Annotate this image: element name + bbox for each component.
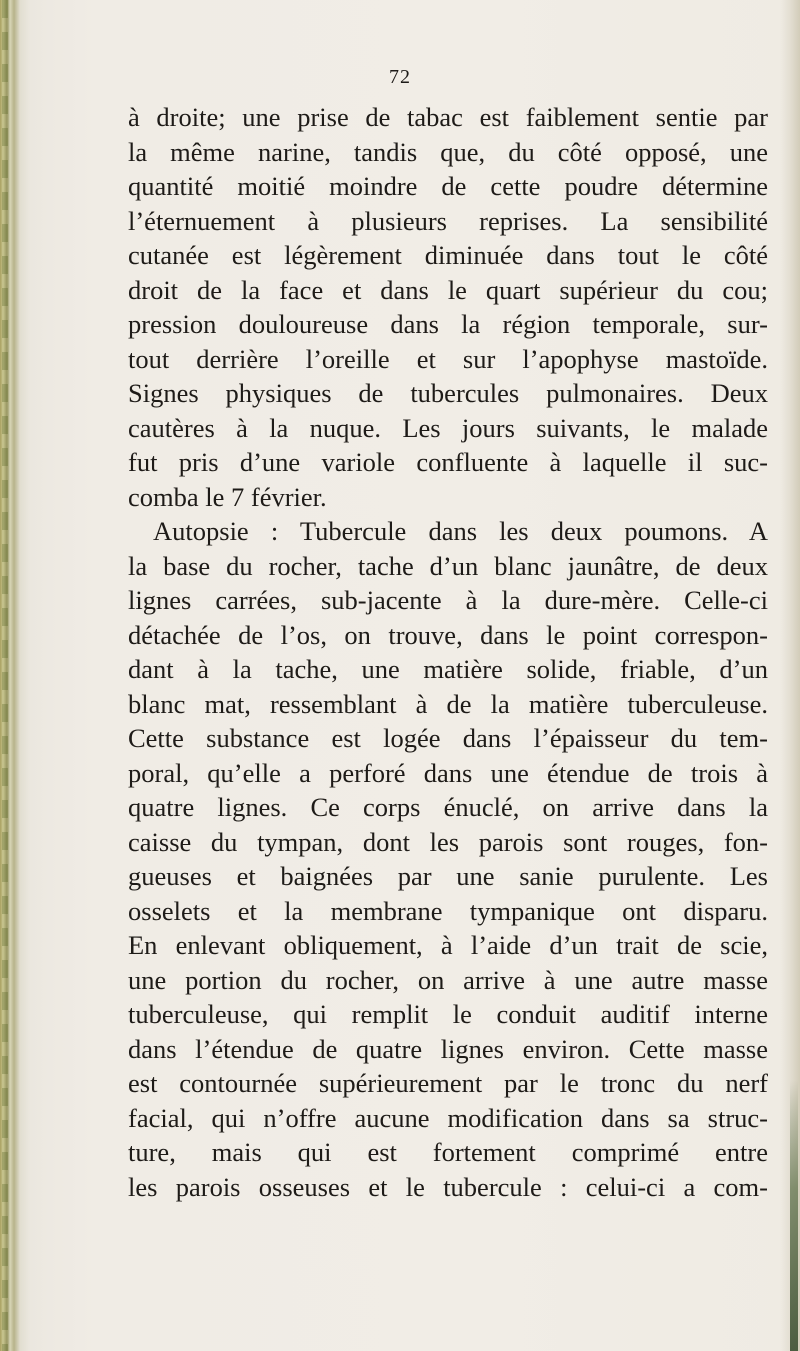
text-line: osselets et la membrane tympanique ont disparu. (128, 895, 768, 926)
text-line: ture, mais qui est fortement comprimé entre (128, 1137, 768, 1167)
text-line: dans l’étendue de quatre lignes environ. Cette masse (128, 1033, 768, 1064)
text-line: En enlevant obliquement, à l’aide d’un trait de scie, (128, 930, 768, 960)
text-line: Cette substance est logée dans l’épaisseur du tem- (128, 723, 768, 753)
text-line: lignes carrées, sub-jacente à la dure-mère. Celle-ci (128, 585, 768, 615)
text-line: blanc mat, ressemblant à de la matière tuberculeuse. (128, 688, 768, 719)
text-line: fut pris d’une variole confluente à laquelle il suc- (128, 447, 768, 477)
text-line: la base du rocher, tache d’un blanc jaunâtre, de deux (128, 550, 768, 581)
text-line: caisse du tympan, dont les parois sont rouges, fon- (128, 826, 768, 857)
text-line: détachée de l’os, on trouve, dans le point correspon- (128, 619, 768, 650)
body-text (128, 100, 768, 1204)
text-line: quatre lignes. Ce corps énuclé, on arrive dans la (128, 792, 768, 822)
text-line: dant à la tache, une matière solide, friable, d’un (128, 654, 768, 684)
text-line: pression douloureuse dans la région temporale, sur- (128, 309, 768, 339)
text-line: facial, qui n’offre aucune modification dans sa struc- (128, 1102, 768, 1133)
text-line: Autopsie : Tubercule dans les deux poumons. A (153, 516, 768, 546)
text-line: comba le 7 février. (128, 481, 327, 512)
text-line: l’éternuement à plusieurs reprises. La sensibilité (128, 205, 768, 236)
text-line: est contournée supérieurement par le tronc du nerf (128, 1068, 768, 1098)
text-line: poral, qu’elle a perforé dans une étendue de trois à (128, 757, 768, 788)
text-line: une portion du rocher, on arrive à une autre masse (128, 964, 768, 995)
text-line: les parois osseuses et le tubercule : celui-ci a com- (128, 1171, 768, 1202)
text-line: gueuses et baignées par une sanie purulente. Les (128, 861, 768, 891)
page-number: 72 (389, 66, 411, 88)
text-line: quantité moitié moindre de cette poudre détermine (128, 171, 768, 201)
text-line: cutanée est légèrement diminuée dans tout le côté (128, 240, 768, 270)
text-line: la même narine, tandis que, du côté opposé, une (128, 136, 768, 167)
text-line: cautères à la nuque. Les jours suivants, le malade (128, 412, 768, 443)
text-line: Signes physiques de tubercules pulmonaires. Deux (128, 378, 768, 408)
text-line: tuberculeuse, qui remplit le conduit auditif interne (128, 999, 768, 1029)
page-binding-edge (0, 0, 44, 1351)
page-right-edge (780, 0, 800, 1351)
text-line: à droite; une prise de tabac est faiblement sentie par (128, 102, 768, 132)
text-line: tout derrière l’oreille et sur l’apophyse mastoïde. (128, 343, 768, 374)
text-line: droit de la face et dans le quart supérieur du cou; (128, 274, 768, 305)
